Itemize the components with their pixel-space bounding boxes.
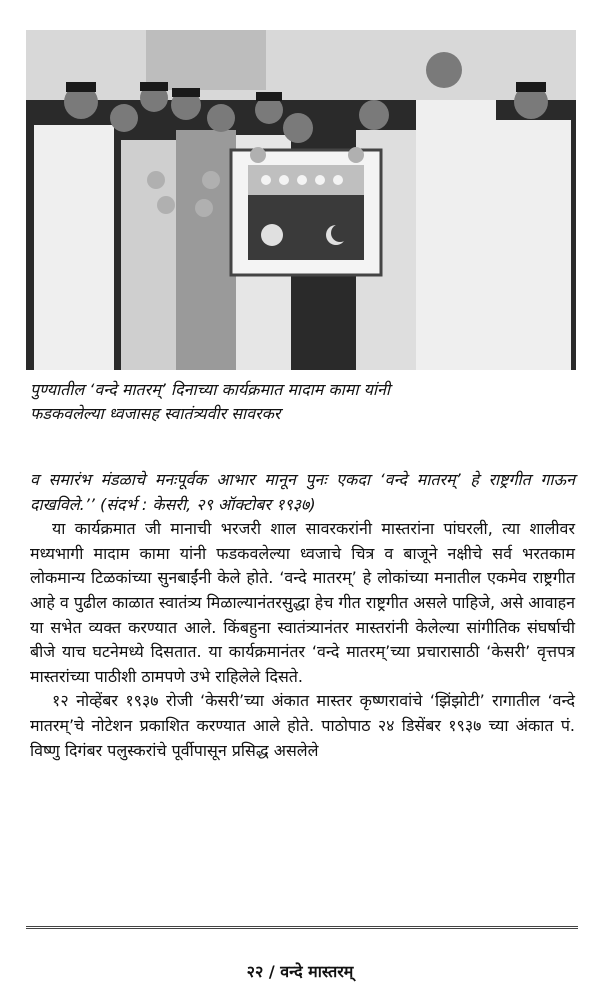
footer-divider [26,926,578,929]
page-footer: २२ / वन्दे मास्तरम् [246,962,354,981]
group-photo [26,30,576,370]
group-portrait-photo-icon [26,30,576,370]
quote-paragraph: व समारंभ मंडळाचे मनःपूर्वक आभार मानून पुनः एकदा ‘वन्दे मातरम्’ हे राष्ट्रगीत गाऊन दाखविले.’’ (संदर्भ : केसरी, २९ ऑक्टोबर १९३७) [30,470,575,514]
body-text [30,468,575,763]
paragraph-2: १२ नोव्हेंबर १९३७ रोजी ‘केसरी’च्या अंकात मास्तर कृष्णरावांचे ‘झिंझोटी’ रागातील ‘वन्दे मातरम्’चे नोटेशन प्रकाशित करण्यात आले होते. पाठोपाठ २४ डिसेंबर १९३७ च्या अंकात पं. विष्णु दिगंबर पलुस्करांचे पूर्वीपासून प्रसिद्ध असलेले [30,691,575,760]
caption-line-2: फडकवलेल्या ध्वजासह स्वातंत्र्यवीर सावरकर [30,404,281,423]
caption-line-1: पुण्यातील ‘वन्दे मातरम्’ दिनाच्या कार्यक्रमात मादाम कामा यांनी [30,380,391,399]
photo-caption [30,378,570,426]
paragraph-1: या कार्यक्रमात जी मानाची भरजरी शाल सावरकरांनी मास्तरांना पांघरली, त्या शालीवर मध्यभागी मादाम कामा यांनी फडकवलेल्या ध्वजाचे चित्र व बाजूने नक्षीचे सर्व भरतकाम लोकमान्य टिळकांच्या सुनबाईंनी केले होते. ‘वन्दे मातरम्’ हे लोकांच्या मनातील एकमेव राष्ट्रगीत आहे व पुढील काळात स्वातंत्र्य मिळाल्यानंतरसुद्धा हेच गीत राष्ट्रगीत असले पाहिजे, असे आवाहन या सभेत व्यक्त करण्यात आले. किंबहुना स्वातंत्र्यानंतर मास्तरांनी केलेल्या सांगीतिक संघर्षाची बीजे याच घटनेमध्ये दिसतात. या कार्यक्रमानंतर ‘वन्दे मातरम्’च्या प्रचारासाठी ‘केसरी’ वृत्तपत्र मास्तरांच्या पाठीशी ठामपणे उभे राहिलेले दिसते. [30,519,576,686]
